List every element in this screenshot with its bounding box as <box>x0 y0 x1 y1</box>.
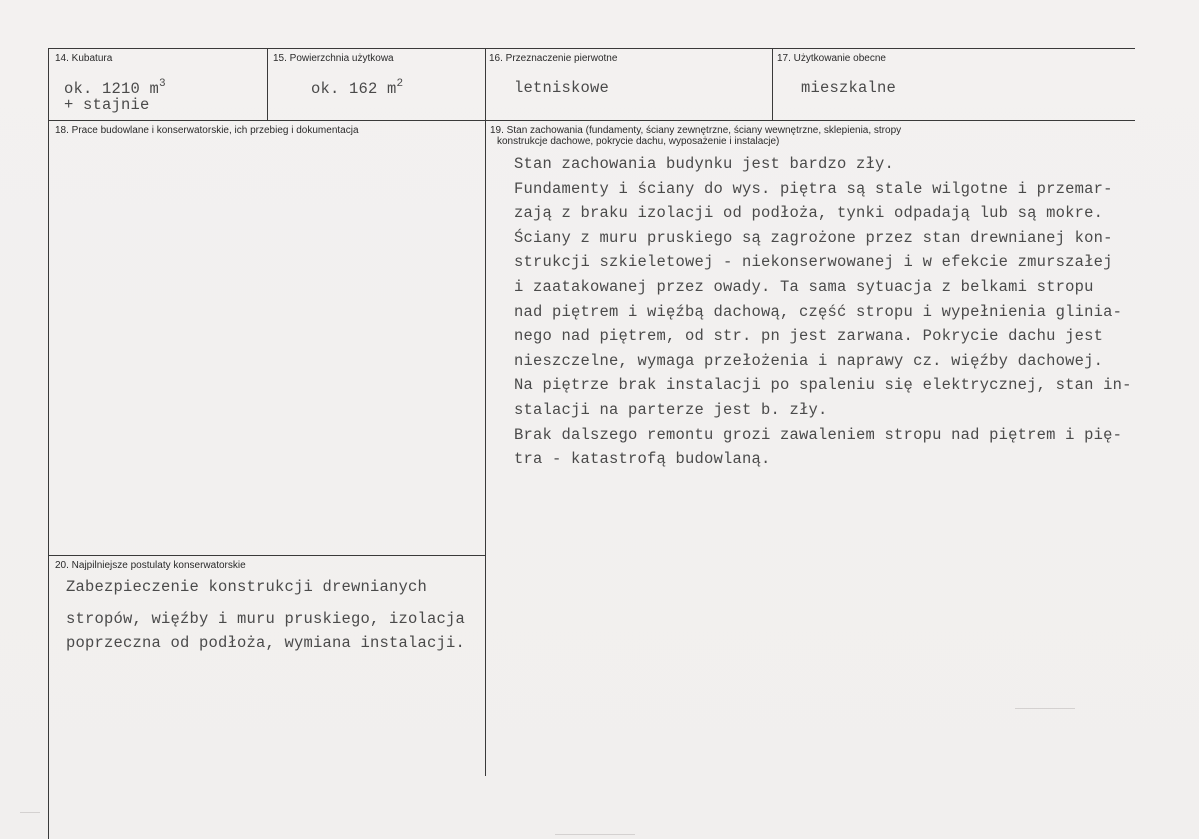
field15-label: 15. Powierzchnia użytkowa <box>273 53 394 64</box>
field19-line: Brak dalszego remontu grozi zawaleniem stropu nad piętrem i pię- <box>514 425 1123 444</box>
field17-value: mieszkalne <box>801 79 897 97</box>
field19-line: tra - katastrofą budowlaną. <box>514 450 771 469</box>
field19-line: strukcji szkieletowej - niekonserwowanej i w efekcie zmurszałej <box>514 253 1113 272</box>
col-divider-2 <box>485 48 486 776</box>
field19-line: Ściany z muru pruskiego są zagrożone przez stan drewnianej kon- <box>514 228 1113 247</box>
field14-value-line1: ok. 1210 $m^3$ <box>64 78 166 98</box>
scan-speck <box>1015 708 1075 709</box>
field19-line: Fundamenty i ściany do wys. piętra są stale wilgotne i przemar- <box>514 179 1113 198</box>
field19-line: nad piętrem i więźbą dachową, część stropu i wypełnienia glinia- <box>514 302 1123 321</box>
field14-label: 14. Kubatura <box>55 53 113 64</box>
field19-text <box>514 152 1132 472</box>
scan-speck <box>20 812 40 813</box>
row1-bottom-rule <box>48 120 1135 121</box>
field20-top-rule <box>48 555 485 556</box>
field19-label-line1: 19. Stan zachowania (fundamenty, ściany zewnętrzne, ściany wewnętrzne, sklepienia, stropy <box>490 125 902 136</box>
field15-value: ok. 162 $m^2$ <box>311 78 404 98</box>
field18-label: 18. Prace budowlane i konserwatorskie, ich przebieg i dokumentacja <box>55 125 359 136</box>
field19-line: stalacji na parterze jest b. zły. <box>514 400 828 419</box>
top-rule <box>48 48 1135 49</box>
field19-line: zają z braku izolacji od podłoża, tynki odpadają lub są mokre. <box>514 204 1104 223</box>
field20-label: 20. Najpilniejsze postulaty konserwatorskie <box>55 560 246 571</box>
field14-unit-exponent: 3 <box>159 78 166 90</box>
left-edge-rule <box>48 48 49 839</box>
field20-line: stropów, więźby i muru pruskiego, izolacja <box>66 610 466 628</box>
field17-label: 17. Użytkowanie obecne <box>777 53 886 64</box>
col-divider-3 <box>772 48 773 120</box>
scan-speck <box>555 834 635 835</box>
field15-unit-exponent: 2 <box>396 78 404 90</box>
field20-line: poprzeczna od podłoża, wymiana instalacji. <box>66 634 466 652</box>
col-divider-1 <box>267 48 268 120</box>
field19-line: Stan zachowania budynku jest bardzo zły. <box>514 155 895 173</box>
field19-label-line2: konstrukcje dachowe, pokrycie dachu, wyposażenie i instalacje) <box>497 136 780 147</box>
field19-line: Na piętrze brak instalacji po spaleniu się elektrycznej, stan in- <box>514 376 1132 395</box>
field19-line: nego nad piętrem, od str. pn jest zarwana. Pokrycie dachu jest <box>514 327 1104 346</box>
field19-line: nieszczelne, wymaga przełożenia i naprawy cz. więźby dachowej. <box>514 351 1104 370</box>
field20-line: Zabezpieczenie konstrukcji drewnianych <box>66 578 428 596</box>
field19-line: i zaatakowanej przez owady. Ta sama sytuacja z belkami stropu <box>514 277 1094 296</box>
field16-value: letniskowe <box>514 79 610 97</box>
field14-value-line2: + stajnie <box>64 96 150 114</box>
field16-label: 16. Przeznaczenie pierwotne <box>489 53 618 64</box>
